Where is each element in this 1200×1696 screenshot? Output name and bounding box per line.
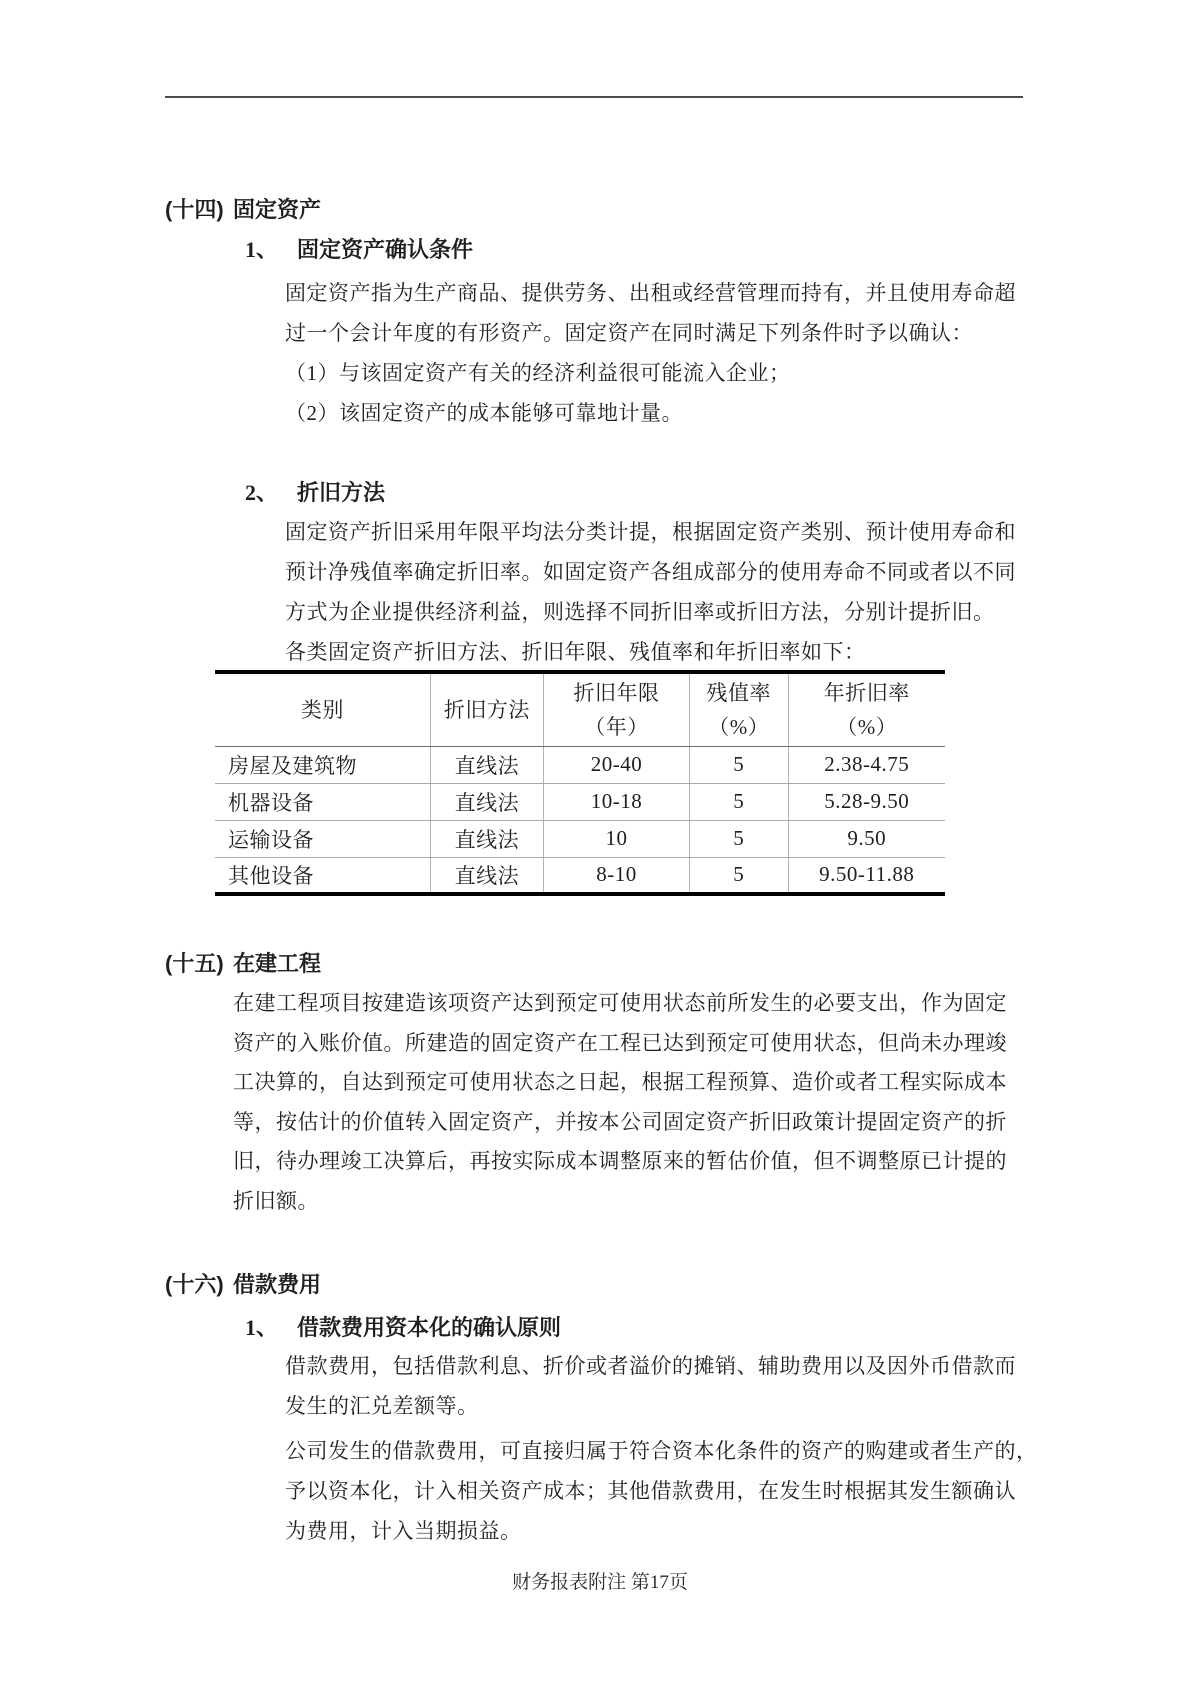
text-line: 固定资产折旧采用年限平均法分类计提，根据固定资产类别、预计使用寿命和 xyxy=(285,520,1016,544)
sub-heading-title: 固定资产确认条件 xyxy=(297,237,474,262)
table-row xyxy=(215,783,945,820)
paragraph-construction-in-progress xyxy=(233,984,1043,1221)
sub-heading-title: 借款费用资本化的确认原则 xyxy=(297,1315,562,1340)
sub-heading-borrowing-cost-capitalization xyxy=(245,1308,561,1348)
header-label: （年） xyxy=(584,714,649,739)
header-label: 折旧年限 xyxy=(573,680,660,705)
paragraph-borrowing-costs-definition xyxy=(285,1346,1045,1426)
table-cell: 5 xyxy=(689,820,788,857)
table-header-row xyxy=(215,672,945,746)
table-cell: 10-18 xyxy=(543,783,689,820)
text-line: 方式为企业提供经济利益，则选择不同折旧率或折旧方法，分别计提折旧。 xyxy=(285,600,995,624)
text-line: 固定资产指为生产商品、提供劳务、出租或经营管理而持有，并且使用寿命超 xyxy=(285,281,1016,305)
sub-heading-fixed-asset-recognition xyxy=(245,230,473,270)
text-line: 折旧额。 xyxy=(233,1188,319,1213)
sub-heading-number: 2、 xyxy=(245,480,279,505)
table-cell: 5 xyxy=(689,857,788,894)
table-cell: 房屋及建筑物 xyxy=(215,746,430,783)
sub-heading-title: 折旧方法 xyxy=(297,480,386,505)
paragraph-borrowing-costs-treatment xyxy=(285,1431,1045,1551)
text-line: 等，按估计的价值转入固定资产，并按本公司固定资产折旧政策计提固定资产的折 xyxy=(233,1109,1007,1134)
table-cell: 10 xyxy=(543,820,689,857)
section-14-title: 固定资产 xyxy=(233,197,322,222)
header-label: （%） xyxy=(708,714,770,739)
table-cell: 9.50-11.88 xyxy=(788,857,945,894)
sub-heading-number: 1、 xyxy=(245,1315,279,1340)
page-footer: 财务报表附注 第17页 xyxy=(512,1572,688,1593)
section-15-title: 在建工程 xyxy=(233,951,322,976)
section-16-number: (十六) xyxy=(165,1272,224,1297)
text-line: 资产的入账价值。所建造的固定资产在工程已达到预定可使用状态，但尚未办理竣 xyxy=(233,1030,1007,1055)
paragraph-depreciation-method xyxy=(285,512,1045,672)
header-label: 类别 xyxy=(300,697,344,722)
text-line: 各类固定资产折旧方法、折旧年限、残值率和年折旧率如下： xyxy=(285,640,866,664)
table-cell: 5 xyxy=(689,783,788,820)
table-cell: 5.28-9.50 xyxy=(788,783,945,820)
table-header-annual-rate xyxy=(788,672,945,746)
text-line: 发生的汇兑差额等。 xyxy=(285,1394,479,1418)
header-label: 年折旧率 xyxy=(823,680,910,705)
text-line: 工决算的，自达到预定可使用状态之日起，根据工程预算、造价或者工程实际成本 xyxy=(233,1070,1007,1094)
table-header-years xyxy=(543,672,689,746)
depreciation-table xyxy=(215,670,945,896)
section-16-heading xyxy=(165,1265,321,1305)
table-cell: 运输设备 xyxy=(215,820,430,857)
table-cell: 直线法 xyxy=(430,783,543,820)
text-line: 借款费用，包括借款利息、折价或者溢价的摊销、辅助费用以及因外币借款而 xyxy=(285,1354,1016,1378)
table-cell: 2.38-4.75 xyxy=(788,746,945,783)
header-label: 折旧方法 xyxy=(443,697,530,722)
text-line: 予以资本化，计入相关资产成本；其他借款费用，在发生时根据其发生额确认 xyxy=(285,1479,1016,1503)
sub-heading-number: 1、 xyxy=(245,237,279,262)
table-header-category xyxy=(215,672,430,746)
table-header-residual-rate xyxy=(689,672,788,746)
table-cell: 其他设备 xyxy=(228,863,314,888)
text-line: （2）该固定资产的成本能够可靠地计量。 xyxy=(285,401,683,425)
table-cell: 直线法 xyxy=(430,857,543,894)
header-label: （%） xyxy=(836,714,898,739)
section-16-title: 借款费用 xyxy=(233,1272,322,1297)
text-line: （1）与该固定资产有关的经济利益很可能流入企业； xyxy=(285,361,791,385)
text-line: 为费用，计入当期损益。 xyxy=(285,1519,522,1543)
text-line: 预计净残值率确定折旧率。如固定资产各组成部分的使用寿命不同或者以不同 xyxy=(285,560,1016,584)
table-row xyxy=(215,820,945,857)
table-row xyxy=(215,857,945,894)
section-15-number: (十五) xyxy=(165,951,224,976)
text-line: 旧，待办理竣工决算后，再按实际成本调整原来的暂估价值，但不调整原已计提的 xyxy=(233,1149,1007,1173)
table-row xyxy=(215,746,945,783)
header-rule xyxy=(165,96,1023,98)
section-15-heading xyxy=(165,944,321,984)
text-line: 过一个会计年度的有形资产。固定资产在同时满足下列条件时予以确认： xyxy=(285,321,973,345)
text-line: 在建工程项目按建造该项资产达到预定可使用状态前所发生的必要支出，作为固定 xyxy=(233,991,1007,1015)
sub-heading-depreciation-method xyxy=(245,473,385,513)
table-cell: 机器设备 xyxy=(215,783,430,820)
section-14-number: (十四) xyxy=(165,197,224,222)
table-cell: 直线法 xyxy=(430,746,543,783)
text-line: 公司发生的借款费用，可直接归属于符合资本化条件的资产的购建或者生产的， xyxy=(285,1439,1038,1463)
paragraph-fixed-asset-recognition xyxy=(285,273,1045,433)
table-cell: 5 xyxy=(689,746,788,783)
section-14-heading xyxy=(165,190,321,230)
table-cell: 20-40 xyxy=(543,746,689,783)
table-cell: 直线法 xyxy=(430,820,543,857)
table-cell: 9.50 xyxy=(788,820,945,857)
table-header-method xyxy=(430,672,543,746)
table-cell: 8-10 xyxy=(543,857,689,894)
header-label: 残值率 xyxy=(706,680,771,705)
